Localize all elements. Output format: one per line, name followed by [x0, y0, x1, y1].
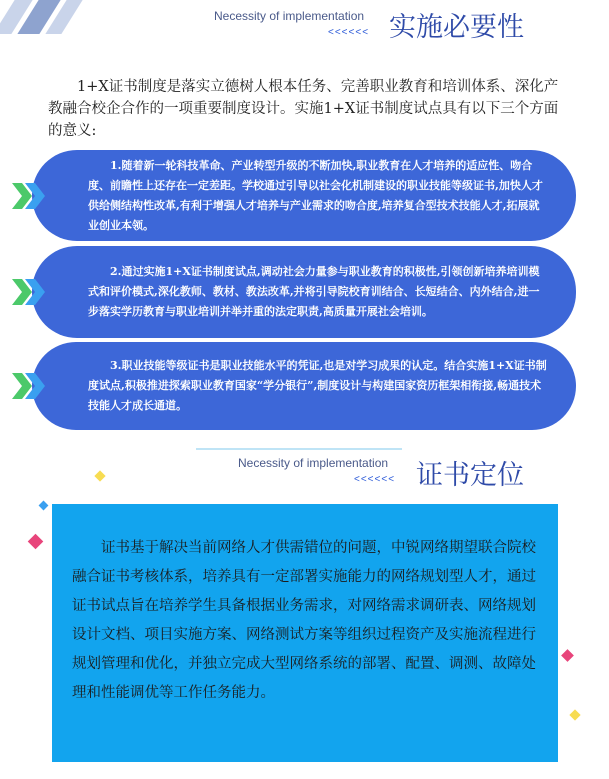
section-divider: [196, 448, 402, 450]
diamond-decor: [561, 649, 574, 662]
section2-cn-title: 证书定位: [416, 460, 524, 491]
chevron-icon: [12, 373, 46, 399]
diamond-decor: [28, 534, 44, 550]
section2-arrows: <<<<<<: [354, 474, 396, 485]
section1-cn-title: 实施必要性: [389, 12, 524, 43]
certificate-positioning-box: [52, 504, 558, 762]
section2-en-title: Necessity of implementation: [238, 456, 389, 470]
chevron-icon: [12, 183, 46, 209]
point-card-3: [32, 342, 576, 430]
section1-en-title: Necessity of implementation: [214, 9, 365, 23]
point-text-3: 3.职业技能等级证书是职业技能水平的凭证,也是对学习成果的认定。结合实施1+X证书制度试点,积极推进探索职业教育国家“学分银行”,制度设计与构建国家资历框架相衔接,畅通技术技能人才成长通道。: [88, 359, 547, 412]
section1-arrows: <<<<<<: [328, 27, 370, 38]
diamond-decor: [94, 470, 105, 481]
diamond-decor: [569, 709, 580, 720]
point-card-1: [32, 150, 576, 241]
intro-paragraph: 1+X证书制度是落实立德树人根本任务、完善职业教育和培训体系、深化产教融合校企合作的一项重要制度设计。实施1+X证书制度试点具有以下三个方面的意义:: [48, 79, 559, 139]
certificate-positioning-text: 证书基于解决当前网络人才供需错位的问题，中锐网络期望联合院校融合证书考核体系，培养具有一定部署实施能力的网络规划型人才，通过证书试点旨在培养学生具备根据业务需求，对网络需求调研表、网络规划设计文档、项目实施方案、网络测试方案等组织过程资产及实施流程进行规划管理和优化，并独立完成大型网络系统的部署、配置、调测、故障处理和性能调优等工作任务能力。: [72, 540, 536, 701]
point-card-2: [32, 246, 576, 338]
point-text-2: 2.通过实施1+X证书制度试点,调动社会力量参与职业教育的积极性,引领创新培养培训模式和评价模式,深化教师、教材、教法改革,并将引导院校育训结合、长短结合、内外结合,进一步落实学历教育与职业培训并举并重的法定职责,高质量开展社会培训。: [88, 265, 540, 318]
chevron-icon: [12, 279, 46, 305]
diamond-decor: [39, 501, 49, 511]
point-text-1: 1.随着新一轮科技革命、产业转型升级的不断加快,职业教育在人才培养的适应性、吻合度、前瞻性上还存在一定差距。学校通过引导以社会化机制建设的职业技能等级证书,加快人才供给侧结构性改革,有利于增强人才培养与产业需求的吻合度,培养复合型技术技能人才,拓展就业创业本领。: [88, 158, 543, 232]
